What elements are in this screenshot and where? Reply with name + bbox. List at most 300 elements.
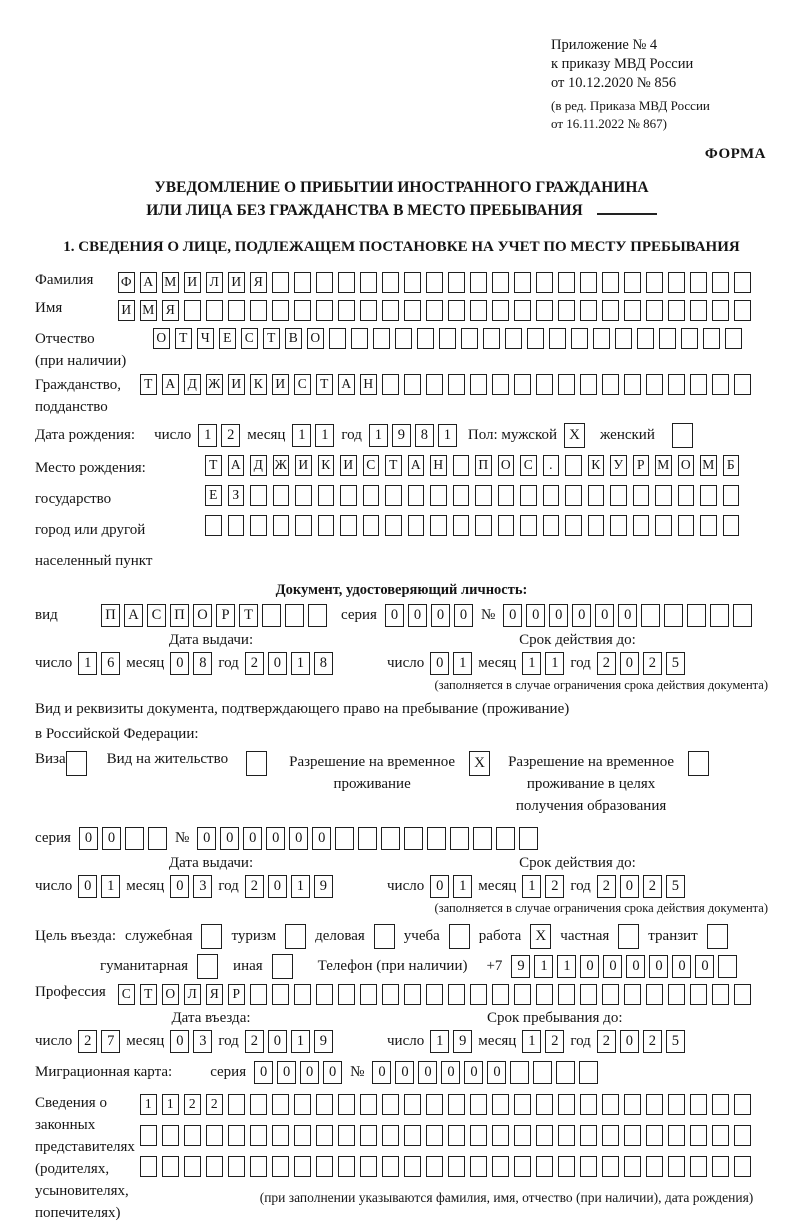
char-cell [723,515,740,536]
char-cell [363,485,380,506]
char-cell [588,515,605,536]
char-cell [295,485,312,506]
char-cell [250,485,267,506]
profession-cells [118,984,751,1005]
char-cell: 1 [438,424,457,447]
char-cell [470,1125,487,1146]
char-cell: И [272,374,289,395]
char-cell [514,984,531,1005]
char-cell: 2 [245,652,264,675]
char-cell: О [678,455,695,476]
guardians-label-line: законных [35,1117,96,1133]
purpose-other-checkbox [272,954,293,979]
day-label: число [35,1033,73,1049]
entry-day-cells [78,1030,120,1053]
char-cell [250,300,267,321]
issue-date-label: Дата выдачи: [168,632,254,648]
char-cell [580,272,597,293]
res-number-cells [197,827,538,850]
char-cell: 0 [372,1061,391,1084]
char-cell [681,328,698,349]
char-cell [558,984,575,1005]
purpose-transit-checkbox [707,924,728,949]
char-cell [385,485,402,506]
char-cell [624,374,641,395]
char-cell [492,1094,509,1115]
migration-series-label: серия [210,1064,247,1080]
char-cell [492,1156,509,1177]
char-cell [340,515,357,536]
res-expiry-day-cells [430,875,472,898]
profession-label: Профессия [35,984,106,1000]
month-label: месяц [247,427,286,443]
char-cell: 8 [314,652,333,675]
char-cell: 0 [526,604,545,627]
issue-year-cells [245,652,333,675]
day-label: число [35,878,73,894]
char-cell [184,300,201,321]
char-cell [272,1125,289,1146]
char-cell [470,984,487,1005]
char-cell [470,1156,487,1177]
birth-place-label: Место рождения: [35,460,146,476]
char-cell [162,1125,179,1146]
char-cell: 2 [245,875,264,898]
char-cell: О [498,455,515,476]
char-cell: 9 [314,875,333,898]
char-cell: А [228,455,245,476]
char-cell: 9 [392,424,411,447]
char-cell: И [228,272,245,293]
char-cell [580,1156,597,1177]
char-cell: 9 [511,955,530,978]
year-label: год [570,1033,591,1049]
migration-number-label: № [350,1064,365,1080]
char-cell: О [193,604,212,627]
char-cell: 3 [193,1030,212,1053]
char-cell: Т [263,328,280,349]
char-cell [565,485,582,506]
char-cell: 0 [220,827,239,850]
char-cell [206,1125,223,1146]
char-cell [556,1061,575,1084]
char-cell: 0 [430,652,449,675]
char-cell: 1 [534,955,553,978]
char-cell [453,515,470,536]
guardians-label-line: представителях [35,1139,135,1155]
char-cell: Т [140,374,157,395]
char-cell: 0 [266,827,285,850]
res-issue-year-cells [245,875,333,898]
char-cell: О [153,328,170,349]
doc-number-label: № [480,607,496,623]
purpose-humanitarian-checkbox [197,954,218,979]
char-cell [712,374,729,395]
char-cell [690,1156,707,1177]
char-cell [250,515,267,536]
char-cell: Т [239,604,258,627]
char-cell [678,485,695,506]
char-cell: Ж [206,374,223,395]
char-cell [404,827,423,850]
char-cell [536,1125,553,1146]
char-cell [668,300,685,321]
char-cell [382,300,399,321]
form-title-line1: УВЕДОМЛЕНИЕ О ПРИБЫТИИ ИНОСТРАННОГО ГРАЖДАНИНА [154,179,649,196]
char-cell [633,485,650,506]
guardians-label-line: усыновителях, [35,1183,129,1199]
char-cell [690,374,707,395]
char-cell [426,984,443,1005]
char-cell: 0 [277,1061,296,1084]
entry-date-label: Дата въезда: [171,1010,251,1026]
sex-male-label: Пол: мужской [467,427,558,443]
char-cell: Р [228,984,245,1005]
char-cell [593,328,610,349]
char-cell [448,300,465,321]
char-cell [404,374,421,395]
char-cell: 2 [545,1030,564,1053]
char-cell [558,300,575,321]
month-label: месяц [126,1033,165,1049]
char-cell [637,328,654,349]
char-cell: 1 [291,1030,310,1053]
char-cell [340,485,357,506]
guardians-row1-cells [140,1094,768,1115]
char-cell: 0 [78,875,97,898]
stay-month-cells [522,1030,564,1053]
char-cell [228,1125,245,1146]
doc-number-cells [503,604,752,627]
char-cell: Н [360,374,377,395]
char-cell [668,272,685,293]
char-cell: И [228,374,245,395]
char-cell [536,300,553,321]
char-cell [381,827,400,850]
char-cell: Ж [273,455,290,476]
char-cell [565,455,582,476]
birth-place-row2-cells [205,485,739,506]
year-label: год [218,878,239,894]
char-cell [734,300,751,321]
char-cell [580,1094,597,1115]
char-cell: 6 [101,652,120,675]
char-cell [382,1125,399,1146]
char-cell [668,374,685,395]
birth-day-cells [198,424,240,447]
year-label: год [218,1033,239,1049]
char-cell: З [228,485,245,506]
char-cell [395,328,412,349]
char-cell [318,515,335,536]
char-cell [687,604,706,627]
char-cell [492,374,509,395]
char-cell: 1 [522,875,541,898]
char-cell [228,1094,245,1115]
char-cell: Д [184,374,201,395]
char-cell: С [118,984,135,1005]
section1-title: 1. СВЕДЕНИЯ О ЛИЦЕ, ПОДЛЕЖАЩЕМ ПОСТАНОВКЕ НА УЧЕТ ПО МЕСТУ ПРЕБЫВАНИЯ [63,239,740,255]
char-cell: 0 [268,875,287,898]
char-cell [426,374,443,395]
char-cell [470,374,487,395]
char-cell: Е [219,328,236,349]
char-cell: 1 [522,652,541,675]
res-issue-month-cells [170,875,212,898]
char-cell: 0 [618,604,637,627]
char-cell: 1 [198,424,217,447]
migration-series-cells [254,1061,342,1084]
char-cell [184,1125,201,1146]
char-cell [272,1156,289,1177]
char-cell [250,1094,267,1115]
char-cell [580,1125,597,1146]
char-cell [549,328,566,349]
char-cell [610,515,627,536]
char-cell [184,1156,201,1177]
char-cell: С [520,455,537,476]
char-cell [734,1156,751,1177]
char-cell [382,374,399,395]
char-cell [294,1125,311,1146]
purpose-option-label: частная [560,928,610,944]
char-cell [602,1094,619,1115]
residence-doc-title1: Вид и реквизиты документа, подтверждающего право на пребывание (проживание) [35,701,570,717]
char-cell [360,272,377,293]
birth-place-city-label1: город или другой [35,522,146,538]
doc-series-label: серия [341,607,377,623]
char-cell [492,272,509,293]
char-cell [316,984,333,1005]
char-cell [294,1156,311,1177]
month-label: месяц [478,655,517,671]
char-cell [417,328,434,349]
char-cell: 1 [545,652,564,675]
char-cell [316,1156,333,1177]
char-cell [228,300,245,321]
char-cell [579,1061,598,1084]
char-cell: 0 [408,604,427,627]
char-cell [206,1156,223,1177]
day-label: число [154,427,192,443]
char-cell [588,485,605,506]
char-cell [641,604,660,627]
char-cell [351,328,368,349]
char-cell: 2 [78,1030,97,1053]
char-cell: . [543,455,560,476]
char-cell [646,1125,663,1146]
char-cell [519,827,538,850]
char-cell [404,984,421,1005]
char-cell [262,604,281,627]
char-cell [338,272,355,293]
char-cell [633,515,650,536]
char-cell: Т [175,328,192,349]
char-cell [408,515,425,536]
temp-residence-edu-label: Разрешение на временное проживание в целях получения образования [508,754,675,814]
char-cell: Ф [118,272,135,293]
char-cell [668,1125,685,1146]
guardians-label-line: (родителях, [35,1161,110,1177]
char-cell [295,515,312,536]
char-cell [453,455,470,476]
char-cell [273,485,290,506]
birth-date-label: Дата рождения: [35,427,136,443]
char-cell [734,374,751,395]
entry-month-cells [170,1030,212,1053]
char-cell: Е [205,485,222,506]
char-cell: 2 [643,875,662,898]
char-cell [475,485,492,506]
char-cell [492,1125,509,1146]
res-series-cells [79,827,167,850]
char-cell [461,328,478,349]
char-cell [520,485,537,506]
expiry-month-cells [522,652,564,675]
char-cell [427,827,446,850]
purpose-option-label: туризм [231,928,277,944]
char-cell: 0 [503,604,522,627]
char-cell [527,328,544,349]
char-cell: Т [316,374,333,395]
name-cells [118,300,751,321]
char-cell [558,1094,575,1115]
char-cell [646,374,663,395]
month-label: месяц [126,878,165,894]
char-cell [505,328,522,349]
ref-amendment-line: от 16.11.2022 № 867) [551,115,668,131]
purpose-option-label: гуманитарная [100,958,189,974]
char-cell [426,1094,443,1115]
char-cell [329,328,346,349]
char-cell: 3 [193,875,212,898]
char-cell [668,1156,685,1177]
char-cell [646,1094,663,1115]
birth-place-country-label: государство [35,491,112,507]
char-cell [404,1094,421,1115]
char-cell [338,1125,355,1146]
char-cell [514,1125,531,1146]
char-cell [558,1125,575,1146]
char-cell: 0 [603,955,622,978]
day-label: число [387,878,425,894]
char-cell [646,300,663,321]
visa-checkbox [66,751,87,776]
char-cell [272,1094,289,1115]
char-cell: 2 [597,1030,616,1053]
char-cell [602,300,619,321]
char-cell: Я [162,300,179,321]
temp-residence-checkbox: X [469,751,490,776]
char-cell [430,485,447,506]
temp-residence-label: Разрешение на временное проживание [289,754,456,792]
char-cell [610,485,627,506]
char-cell: 0 [323,1061,342,1084]
char-cell [615,328,632,349]
char-cell: 2 [545,875,564,898]
char-cell: К [588,455,605,476]
char-cell [558,272,575,293]
purpose-option-label: иная [233,958,263,974]
char-cell: М [700,455,717,476]
char-cell [646,984,663,1005]
res-expiry-year-cells [597,875,685,898]
char-cell: 2 [643,1030,662,1053]
char-cell [690,300,707,321]
char-cell [602,272,619,293]
char-cell [712,1094,729,1115]
char-cell: М [140,300,157,321]
birth-year-cells [369,424,457,447]
char-cell [733,604,752,627]
char-cell [580,300,597,321]
char-cell [624,300,641,321]
char-cell: П [101,604,120,627]
char-cell [668,984,685,1005]
char-cell [659,328,676,349]
char-cell [520,515,537,536]
doc-kind-label: вид [35,607,58,623]
char-cell: 0 [79,827,98,850]
char-cell: 0 [572,604,591,627]
doc-kind-cells [101,604,327,627]
expiry-date-label: Срок действия до: [519,632,636,648]
char-cell [492,984,509,1005]
purpose-option-label: деловая [315,928,365,944]
char-cell [690,984,707,1005]
char-cell: Я [250,272,267,293]
char-cell: 0 [620,1030,639,1053]
char-cell [205,515,222,536]
year-label: год [570,878,591,894]
char-cell [448,374,465,395]
birth-place-row3-cells [205,515,739,536]
phone-prefix: +7 [486,958,503,974]
char-cell: С [147,604,166,627]
char-cell: 0 [254,1061,273,1084]
char-cell [404,1156,421,1177]
char-cell: 1 [291,875,310,898]
char-cell [475,515,492,536]
char-cell: М [655,455,672,476]
char-cell: 5 [666,875,685,898]
char-cell: С [363,455,380,476]
ref-amendment-line: (в ред. Приказа МВД России [551,98,710,113]
char-cell [250,984,267,1005]
char-cell [360,1094,377,1115]
char-cell [624,984,641,1005]
char-cell [316,1125,333,1146]
char-cell [273,515,290,536]
purpose-commercial-checkbox [374,924,395,949]
char-cell: Т [385,455,402,476]
char-cell [602,374,619,395]
char-cell [565,515,582,536]
guardians-row3-cells [140,1156,768,1177]
purpose-business-checkbox [201,924,222,949]
doc-series-cells [385,604,473,627]
char-cell [363,515,380,536]
visa-label: Виза [35,751,66,767]
char-cell [335,827,354,850]
char-cell: 0 [487,1061,506,1084]
char-cell: 0 [170,875,189,898]
char-cell: Л [184,984,201,1005]
char-cell: 0 [549,604,568,627]
char-cell [294,272,311,293]
char-cell: 0 [170,652,189,675]
char-cell: 7 [101,1030,120,1053]
